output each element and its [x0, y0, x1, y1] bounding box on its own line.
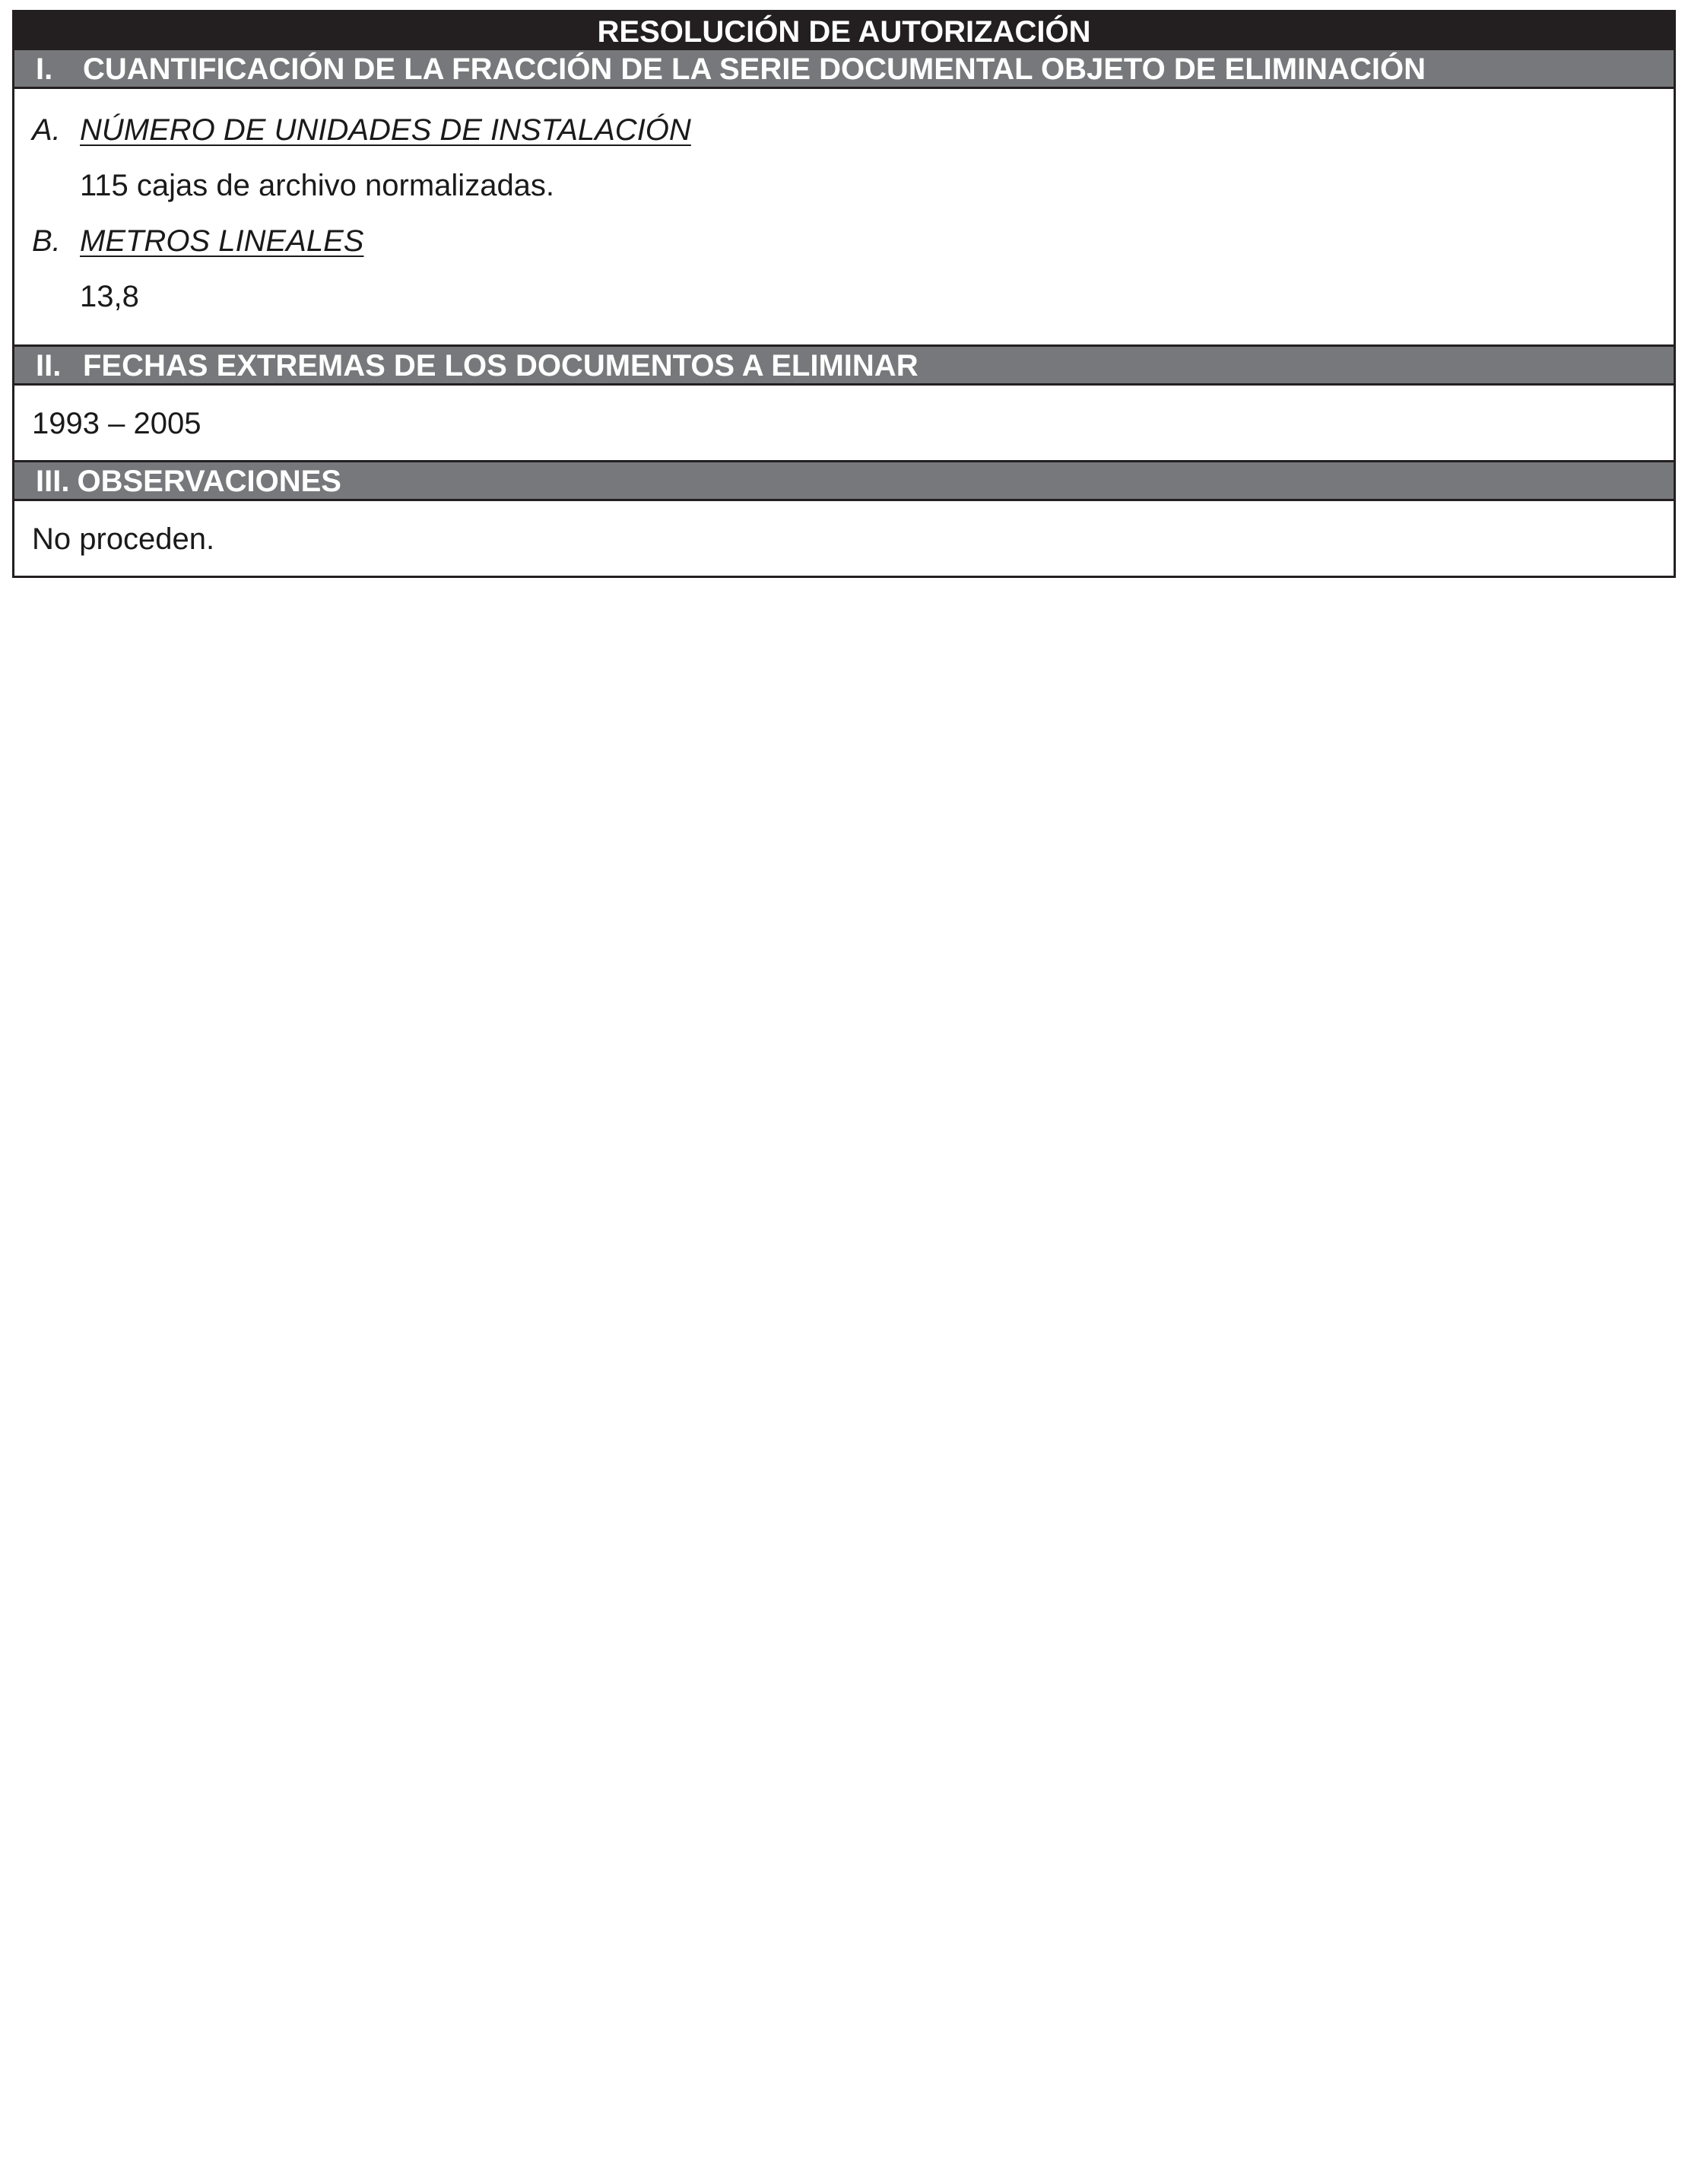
section-body-quantification: [14, 89, 1674, 344]
section-heading-text: FECHAS EXTREMAS DE LOS DOCUMENTOS A ELIMINAR: [83, 349, 919, 383]
section-heading-quantification: [14, 50, 1674, 89]
section-heading-text: OBSERVACIONES: [77, 465, 341, 498]
section-number: III.: [36, 465, 70, 498]
subsection-letter: A.: [32, 113, 61, 147]
linear-meters-value: 13,8: [80, 280, 139, 313]
section-heading-observations: [14, 460, 1674, 501]
subsection-installation-units: [32, 107, 1674, 163]
subsection-title: NÚMERO DE UNIDADES DE INSTALACIÓN: [80, 113, 691, 147]
section-number: I.: [36, 52, 53, 86]
section-heading-date-range: [14, 344, 1674, 386]
observations-value: No proceden.: [32, 522, 215, 556]
section-number: II.: [36, 349, 62, 383]
authorization-form: [12, 10, 1676, 578]
date-range-value: 1993 – 2005: [32, 407, 201, 440]
form-title: RESOLUCIÓN DE AUTORIZACIÓN: [14, 12, 1674, 50]
subsection-title: METROS LINEALES: [80, 224, 364, 258]
section-heading-text: CUANTIFICACIÓN DE LA FRACCIÓN DE LA SERIE DOCUMENTAL OBJETO DE ELIMINACIÓN: [83, 52, 1426, 86]
subsection-letter: B.: [32, 224, 61, 258]
subsection-linear-meters: [32, 218, 1674, 274]
installation-units-value: 115 cajas de archivo normalizadas.: [80, 169, 555, 202]
